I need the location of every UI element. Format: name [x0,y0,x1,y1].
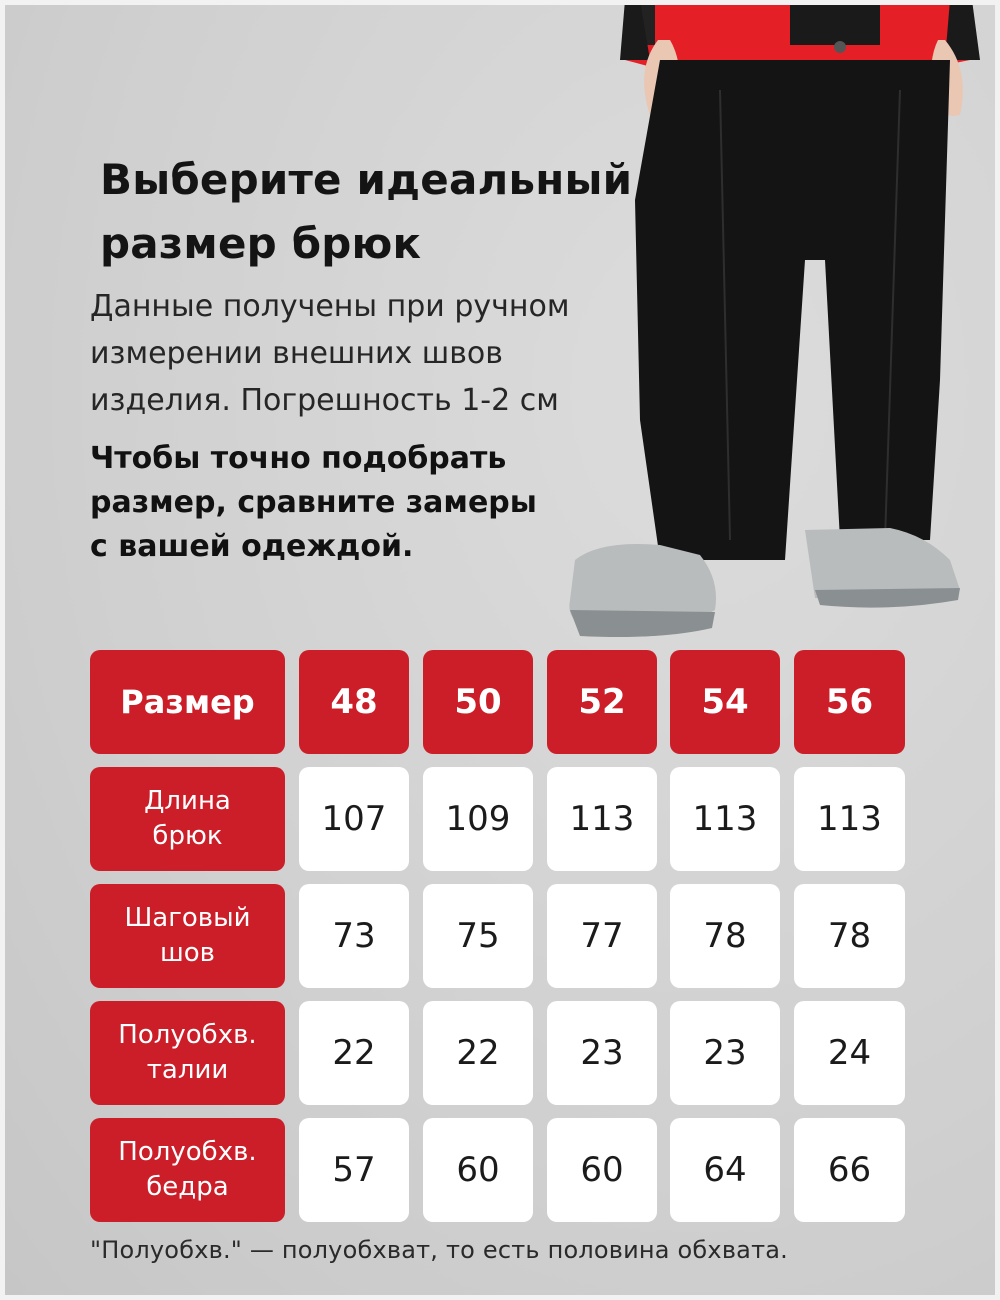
page-title-line-1: Выберите идеальный [100,155,633,204]
value-cell: 78 [794,884,905,988]
value-cell: 22 [423,1001,533,1105]
value-cell: 64 [670,1118,780,1222]
description-line-3: изделия. Погрешность 1-2 см [90,383,559,418]
size-cell: 48 [299,650,409,754]
row-label-length [90,767,285,871]
value-cell: 78 [670,884,780,988]
row-label-line: бедра [146,1172,229,1202]
row-label-hips [90,1118,285,1222]
size-header-label: Размер [90,650,285,754]
value-cell: 75 [423,884,533,988]
value-cell: 23 [670,1001,780,1105]
row-label-line: брюк [152,821,223,851]
value-cell: 23 [547,1001,657,1105]
value-cell: 60 [547,1118,657,1222]
description-line-1: Данные получены при ручном [90,289,570,324]
row-label-line: Полуобхв. [118,1020,257,1050]
value-cell: 60 [423,1118,533,1222]
advice-line-1: Чтобы точно подобрать [90,441,507,476]
row-label-line: Шаговый [124,903,251,933]
size-cell: 50 [423,650,533,754]
description-line-2: измерении внешних швов [90,336,503,371]
row-label-inseam [90,884,285,988]
row-label-waist [90,1001,285,1105]
size-cell: 56 [794,650,905,754]
row-label-line: Полуобхв. [118,1137,257,1167]
size-cell: 54 [670,650,780,754]
value-cell: 107 [299,767,409,871]
advice-line-2: размер, сравните замеры [90,485,537,520]
value-cell: 66 [794,1118,905,1222]
row-label-line: талии [146,1055,229,1085]
size-cell: 52 [547,650,657,754]
advice-line-3: с вашей одеждой. [90,529,414,564]
footnote: "Полуобхв." — полуобхват, то есть половина обхвата. [90,1236,788,1264]
value-cell: 73 [299,884,409,988]
value-cell: 24 [794,1001,905,1105]
row-label-line: шов [159,938,216,968]
value-cell: 57 [299,1118,409,1222]
compare-advice [90,437,610,569]
page-title [100,148,660,276]
page-title-line-2: размер брюк [100,219,422,268]
row-label-line: Длина [144,786,231,816]
measurement-description [90,283,650,424]
value-cell: 113 [670,767,780,871]
value-cell: 113 [547,767,657,871]
value-cell: 113 [794,767,905,871]
value-cell: 109 [423,767,533,871]
value-cell: 77 [547,884,657,988]
value-cell: 22 [299,1001,409,1105]
